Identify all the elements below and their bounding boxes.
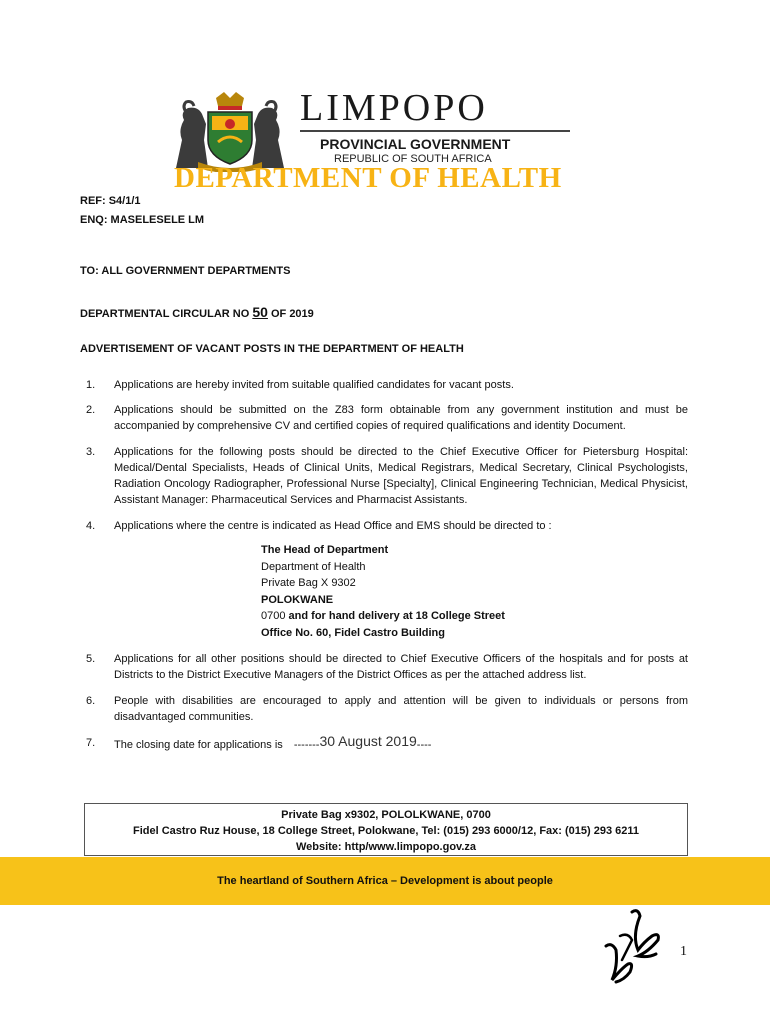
item-number: 5. (86, 653, 96, 665)
item-text: People with disabilities are encouraged to apply and attention will be given to individuals or persons from disadvantaged communities. (114, 695, 688, 723)
item-number: 7. (86, 737, 96, 749)
address-department: Department of Health (261, 560, 366, 573)
footer-physical: Fidel Castro Ruz House, 18 College Street, Polokwane, Tel: (015) 293 6000/12, Fax: (015) 293 6211 (132, 825, 639, 837)
brand-block (300, 88, 590, 166)
addressee: TO: ALL GOVERNMENT DEPARTMENTS (80, 265, 291, 277)
item-number: 4. (86, 520, 96, 532)
tagline-band (0, 857, 770, 905)
address-delivery (261, 608, 688, 625)
reference-number: REF: S4/1/1 (80, 195, 141, 207)
footer-website: Website: http/www.limpopo.gov.za (295, 841, 477, 853)
item-number: 3. (86, 446, 96, 458)
footer-postal: Private Bag x9302, POLOLKWANE, 0700 (281, 809, 491, 821)
item-number: 1. (86, 379, 96, 391)
list-item (86, 444, 688, 508)
item-text: Applications for the following posts should be directed to the Chief Executive Officer for Pietersburg Hospital: Medical/Dental Specialists, Heads of Clinical Units, Medical Registrars, Medical Secretary, Clinical Psychologists, Radiation Oncology Radiographer, Professional Nurse [Specialty], Clinical Engineering Technician, Medical Physicist, Assistant Manager: Pharmaceutical Services and Pharmacist Assistants. (114, 446, 688, 506)
item-text: The closing date for applications is (114, 739, 283, 751)
item-number: 6. (86, 695, 96, 707)
address-postbag: Private Bag X 9302 (261, 577, 356, 589)
coat-of-arms-icon (172, 90, 288, 172)
address-recipient: The Head of Department (261, 544, 389, 556)
address-office: Office No. 60, Fidel Castro Building (261, 626, 445, 639)
address-city: POLOKWANE (261, 593, 334, 606)
item-text: Applications should be submitted on the Z83 form obtainable from any government institution and must be accompanied by comprehensive CV and certified copies of required qualifications and identity Document. (114, 404, 688, 432)
closing-date: 30 August 2019 (319, 733, 417, 749)
list-item (86, 735, 688, 753)
subject-heading: ADVERTISEMENT OF VACANT POSTS IN THE DEPARTMENT OF HEALTH (80, 343, 464, 355)
country-name: REPUBLIC OF SOUTH AFRICA (334, 153, 492, 165)
list-item (86, 402, 688, 434)
handwritten-signature-icon (598, 906, 668, 986)
closing-date-trailer: ---- (416, 739, 432, 751)
brand-divider (300, 130, 570, 132)
list-item (86, 518, 688, 534)
item-text: Applications for all other positions should be directed to Chief Executive Officers of the hospitals and for posts at Districts to the District Executive Managers of the District Offices as per the attached address list. (114, 653, 688, 681)
brand-name: LIMPOPO (300, 87, 488, 129)
enquiries-contact: ENQ: MASELESELE LM (80, 214, 205, 226)
page-number: 1 (680, 944, 687, 959)
circular-prefix: DEPARTMENTAL CIRCULAR NO (80, 308, 250, 320)
address-hand-delivery: and for hand delivery at 18 College Street (288, 610, 505, 622)
address-postal-code: 0700 (261, 610, 286, 622)
circular-suffix: OF 2019 (270, 308, 314, 320)
closing-date-leader: ------- (293, 739, 320, 751)
item-number: 2. (86, 404, 96, 416)
item-text: Applications where the centre is indicated as Head Office and EMS should be directed to : (114, 520, 552, 532)
letterhead (0, 84, 770, 194)
tagline: The heartland of Southern Africa – Development is about people (217, 875, 553, 887)
footer-contact-box (84, 803, 688, 856)
item-text: Applications are hereby invited from suitable qualified candidates for vacant posts. (114, 379, 514, 391)
government-name: PROVINCIAL GOVERNMENT (320, 136, 511, 152)
department-title: DEPARTMENT OF HEALTH (174, 162, 562, 194)
list-item (86, 377, 688, 393)
circular-number-line (80, 304, 314, 320)
circular-number: 50 (252, 304, 268, 320)
postal-address (261, 542, 688, 641)
numbered-list (86, 377, 688, 753)
list-item (86, 693, 688, 725)
list-item (86, 651, 688, 683)
